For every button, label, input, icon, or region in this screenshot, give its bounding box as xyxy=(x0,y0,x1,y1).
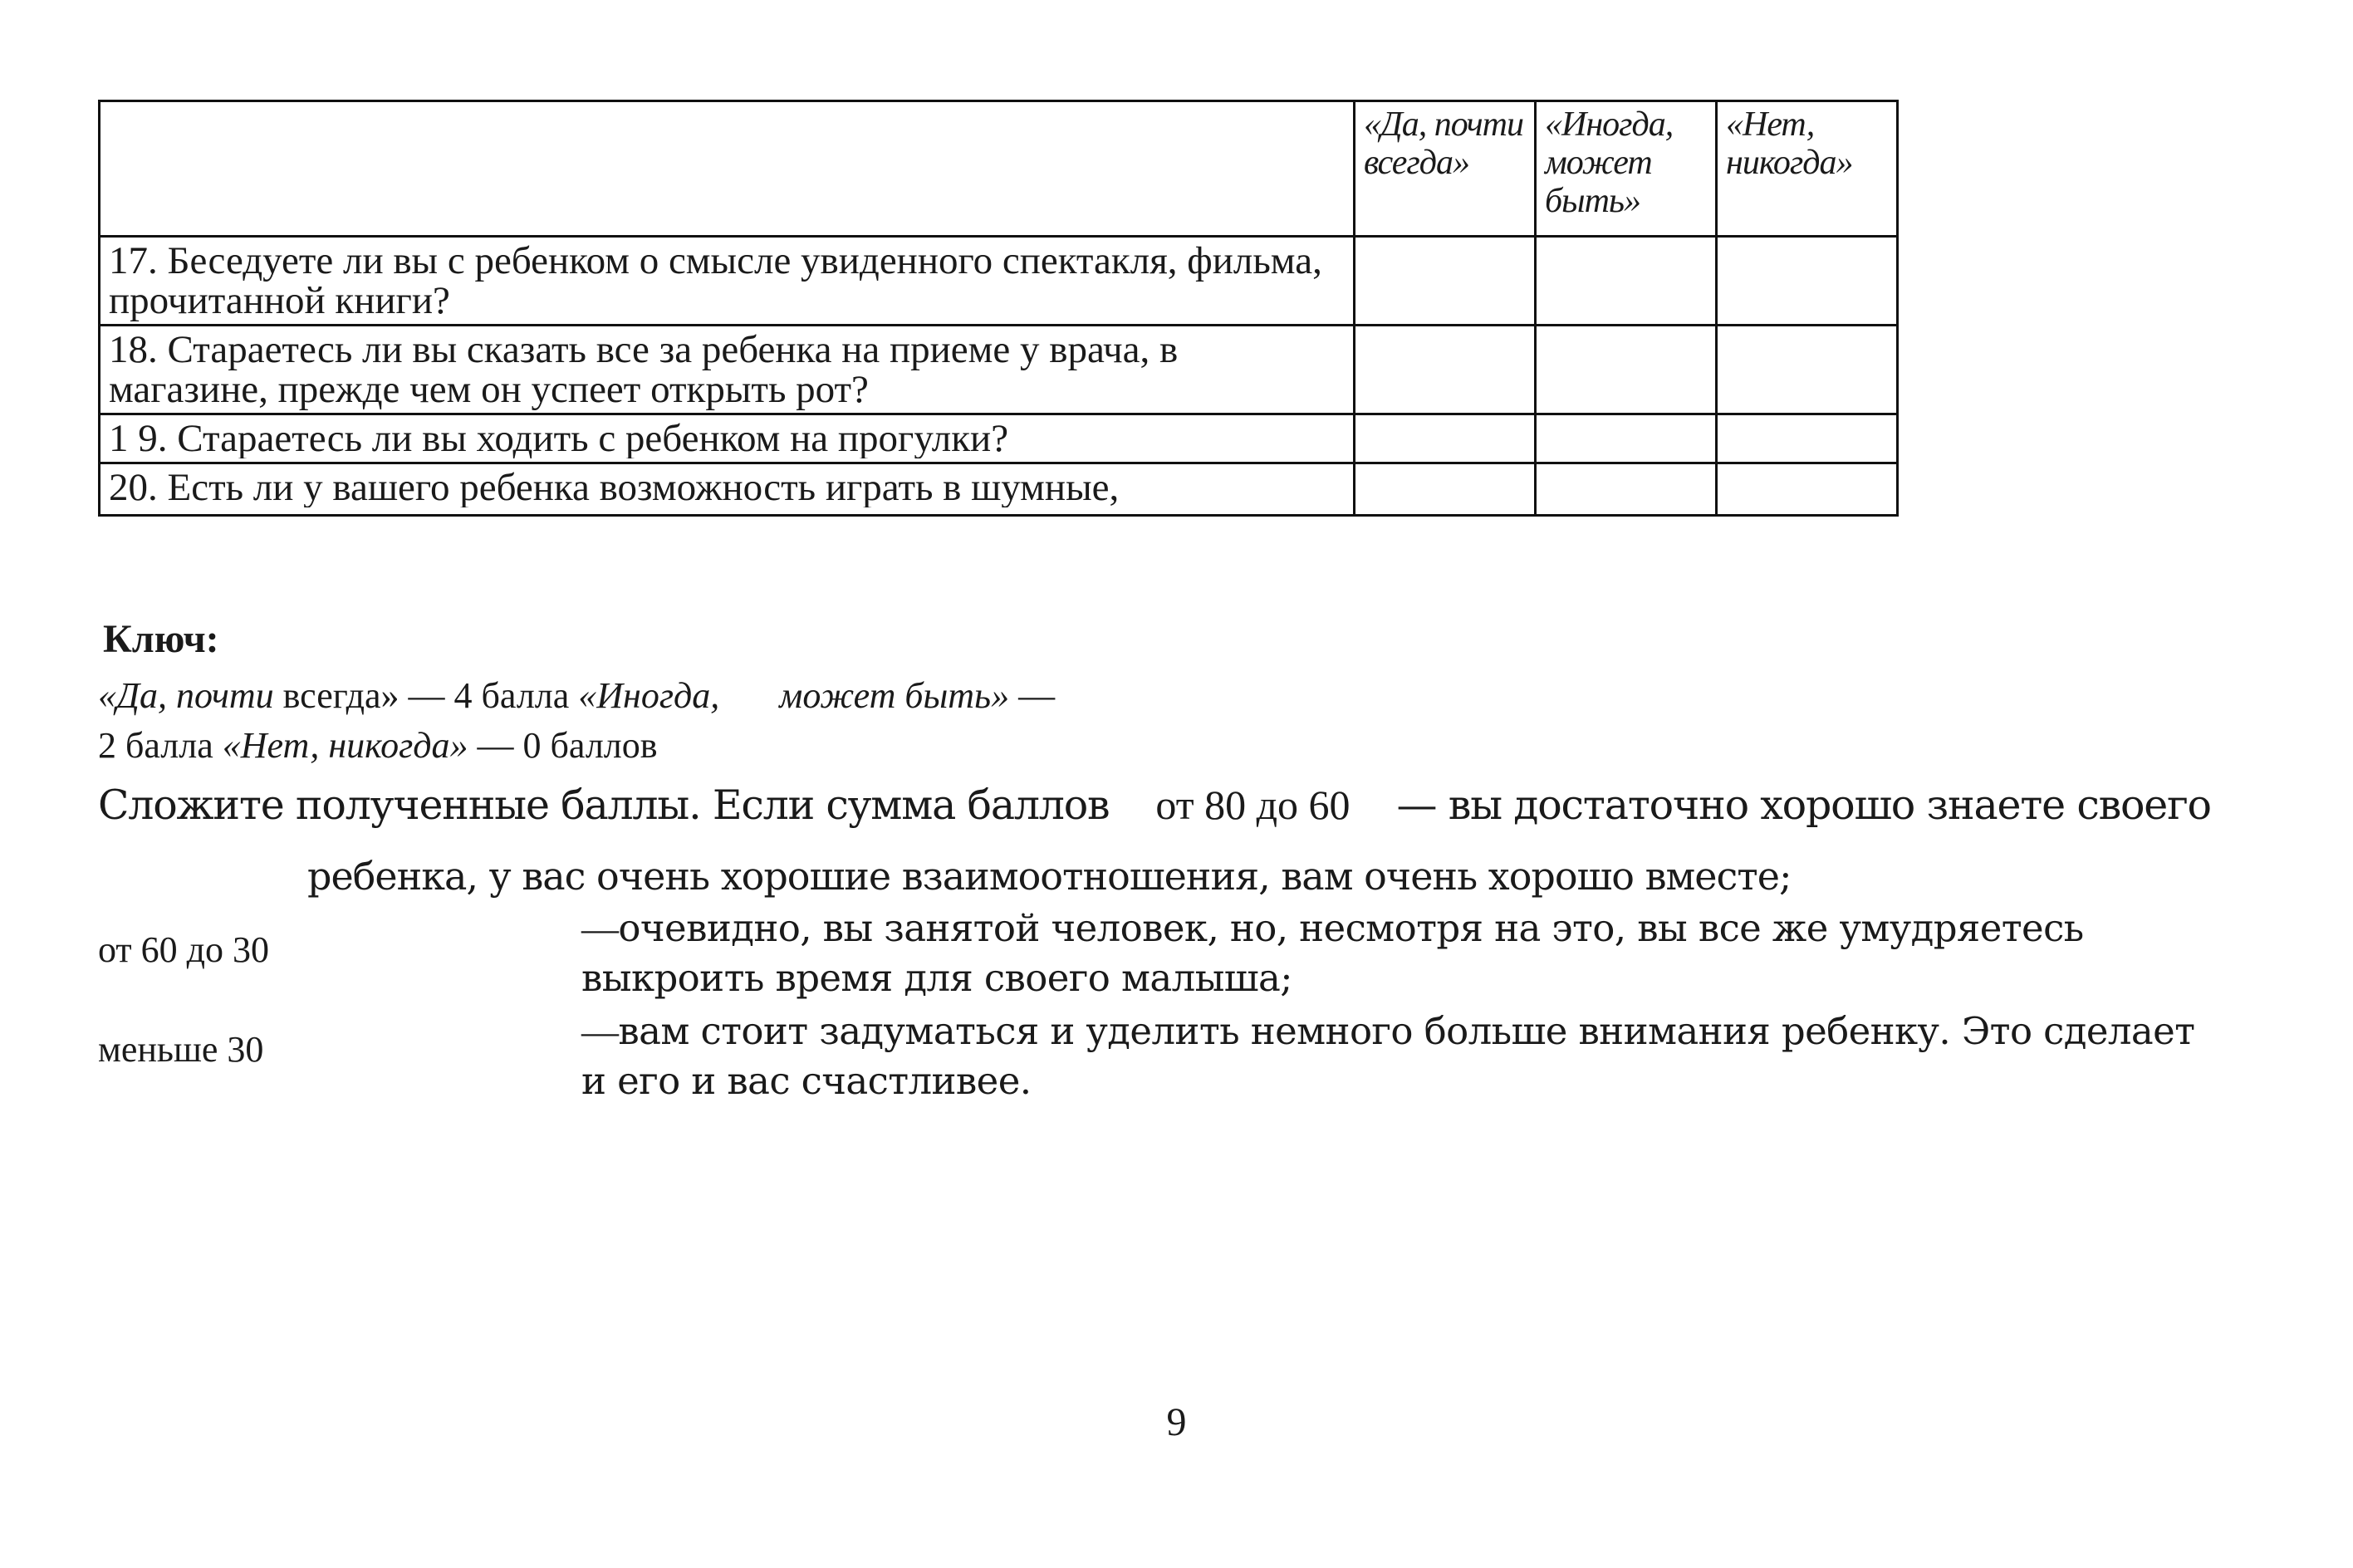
answer-cell-yes[interactable] xyxy=(1355,237,1536,326)
question-19-text: 1 9. Стараетесь ли вы ходить с ребенком на прогулки? xyxy=(109,419,1009,458)
scoring-band-text xyxy=(581,904,2226,1003)
key-option-sometimes-italic-b: может быть» xyxy=(779,675,1010,716)
answer-cell-never[interactable] xyxy=(1717,237,1898,326)
question-19 xyxy=(100,414,1355,463)
table-row xyxy=(100,326,1898,414)
scoring-intro-continuation: ребенка, у вас очень хорошие взаимоотношения, вам очень хорошо вместе; xyxy=(307,854,1792,899)
table-row xyxy=(100,237,1898,326)
answer-cell-never[interactable] xyxy=(1717,414,1898,463)
answer-cell-yes[interactable] xyxy=(1355,463,1536,516)
answer-cell-yes[interactable] xyxy=(1355,414,1536,463)
questionnaire-table xyxy=(98,100,1899,517)
answer-cell-sometimes[interactable] xyxy=(1536,326,1717,414)
band-description: вам стоит задуматься и уделить немного больше внимания ребенку. Это сделает и его и вас счастливее. xyxy=(581,1009,2195,1103)
header-question-cell xyxy=(100,101,1355,237)
scoring-range-high: от 80 до 60 xyxy=(1155,782,1351,828)
key-line-1 xyxy=(98,674,1055,717)
question-17: 17. Беседуете ли вы с ребенком о смысле увиденного спектакля, фильма, прочитанной книги? xyxy=(100,237,1355,326)
answer-cell-yes[interactable] xyxy=(1355,326,1536,414)
scoring-band-text xyxy=(581,1007,2226,1106)
band-dash: — xyxy=(581,1011,619,1052)
band-description: очевидно, вы занятой человек, но, несмотря на это, вы все же умудряетесь выкроить время для своего малыша; xyxy=(581,906,2084,1000)
key-option-never-rest: — 0 баллов xyxy=(468,725,658,766)
key-option-yes-italic: «Да, почти xyxy=(98,675,274,716)
key-option-yes-rest: всегда» — 4 балла xyxy=(273,675,579,716)
table-row xyxy=(100,463,1898,516)
header-option-sometimes: «Иногда, может быть» xyxy=(1536,101,1717,237)
scoring-band-label: меньше 30 xyxy=(98,1029,264,1070)
scoring-intro xyxy=(98,781,2211,829)
key-option-never-italic: «Нет, никогда» xyxy=(222,725,468,766)
key-points-2: 2 балла xyxy=(98,725,223,766)
key-option-sometimes-italic-a: «Иногда, xyxy=(578,675,720,716)
table-row xyxy=(100,414,1898,463)
scoring-band-label: от 60 до 30 xyxy=(98,929,270,970)
scoring-intro-text: Сложите полученные баллы. Если сумма баллов xyxy=(98,782,1110,829)
answer-cell-sometimes[interactable] xyxy=(1536,237,1717,326)
question-20 xyxy=(100,463,1355,516)
key-title: Ключ: xyxy=(103,617,219,661)
header-option-yes: «Да, почти всегда» xyxy=(1355,101,1536,237)
answer-cell-never[interactable] xyxy=(1717,463,1898,516)
question-20-text: 20. Есть ли у вашего ребенка возможность играть в шумные, xyxy=(109,468,1120,507)
answer-cell-sometimes[interactable] xyxy=(1536,414,1717,463)
answer-cell-never[interactable] xyxy=(1717,326,1898,414)
question-18: 18. Стараетесь ли вы сказать все за ребенка на приеме у врача, в магазине, прежде чем он успеет открыть рот? xyxy=(100,326,1355,414)
band-dash: — xyxy=(581,908,619,949)
scoring-result-high: — вы достаточно хорошо знаете своего xyxy=(1396,782,2211,829)
key-line-2 xyxy=(98,724,658,767)
header-option-never: «Нет, никогда» xyxy=(1717,101,1898,237)
answer-cell-sometimes[interactable] xyxy=(1536,463,1717,516)
page-number: 9 xyxy=(1166,1400,1187,1444)
table-header-row xyxy=(100,101,1898,237)
key-option-sometimes-rest: — xyxy=(1009,675,1056,716)
